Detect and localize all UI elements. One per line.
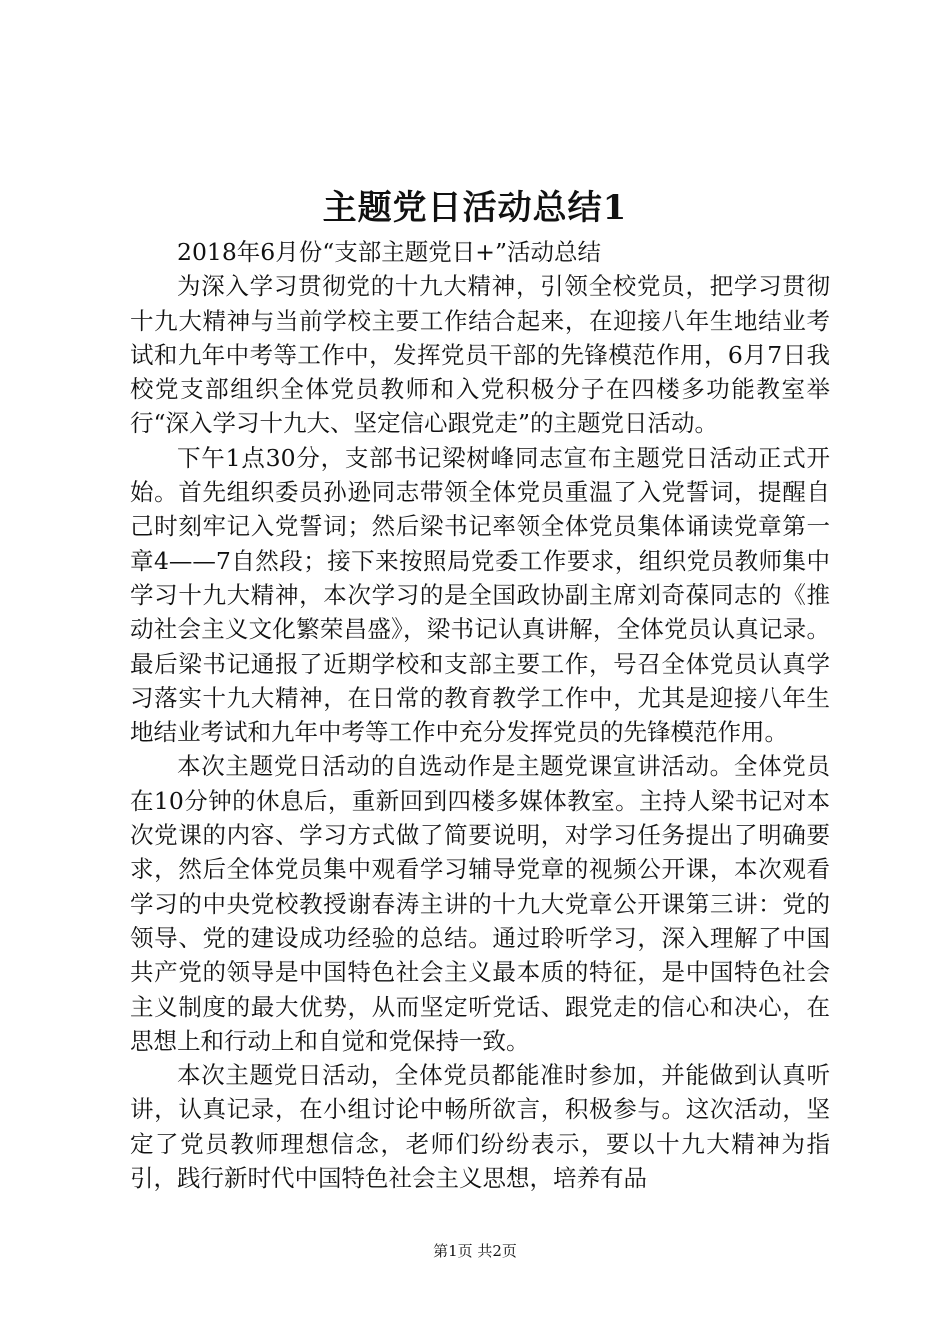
subtitle-paragraph: 2018年6月份“支部主题党日+”活动总结 (177, 238, 601, 266)
page-footer: 第1页 共2页 (433, 1242, 517, 1260)
body-paragraph: 本次主题党日活动的自选动作是主题党课宣讲活动。全体党员在10分钟的休息后，重新回到四楼多媒体教室。主持人梁书记对本次党课的内容、学习方式做了简要说明，对学习任务提出了明确要求，然后全体党员集中观看学习辅导党章的视频公开课，本次观看学习的中央党校教授谢春涛主讲的十九大党章公开课第三讲：党的领导、党的建设成功经验的总结。通过聆听学习，深入理解了中国共产党的领导是中国特色社会主义最本质的特征，是中国特色社会主义制度的最大优势，从而坚定听党话、跟党走的信心和决心，在思想上和行动上和自觉和党保持一致。 (130, 752, 830, 1055)
document-body (130, 235, 830, 1195)
body-paragraph: 下午1点30分，支部书记梁树峰同志宣布主题党日活动正式开始。首先组织委员孙逊同志带领全体党员重温了入党誓词，提醒自己时刻牢记入党誓词；然后梁书记率领全体党员集体诵读党章第一章4——7自然段；接下来按照局党委工作要求，组织党员教师集中学习十九大精神，本次学习的是全国政协副主席刘奇葆同志的《推动社会主义文化繁荣昌盛》，梁书记认真讲解，全体党员认真记录。最后梁书记通报了近期学校和支部主要工作，号召全体党员认真学习落实十九大精神，在日常的教育教学工作中，尤其是迎接八年生地结业考试和九年中考等工作中充分发挥党员的先锋模范作用。 (130, 443, 830, 747)
body-paragraph: 本次主题党日活动，全体党员都能准时参加，并能做到认真听讲，认真记录，在小组讨论中畅所欲言，积极参与。这次活动，坚定了党员教师理想信念，老师们纷纷表示，要以十九大精神为指引，践行新时代中国特色社会主义思想，培养有品 (130, 1061, 830, 1193)
document-title: 主题党日活动总结1 (322, 188, 628, 228)
body-paragraph: 为深入学习贯彻党的十九大精神，引领全校党员，把学习贯彻十九大精神与当前学校主要工作结合起来，在迎接八年生地结业考试和九年中考等工作中，发挥党员干部的先锋模范作用，6月7日我校党支部组织全体党员教师和入党积极分子在四楼多功能教室举行“深入学习十九大、坚定信心跟党走”的主题党日活动。 (130, 272, 830, 438)
